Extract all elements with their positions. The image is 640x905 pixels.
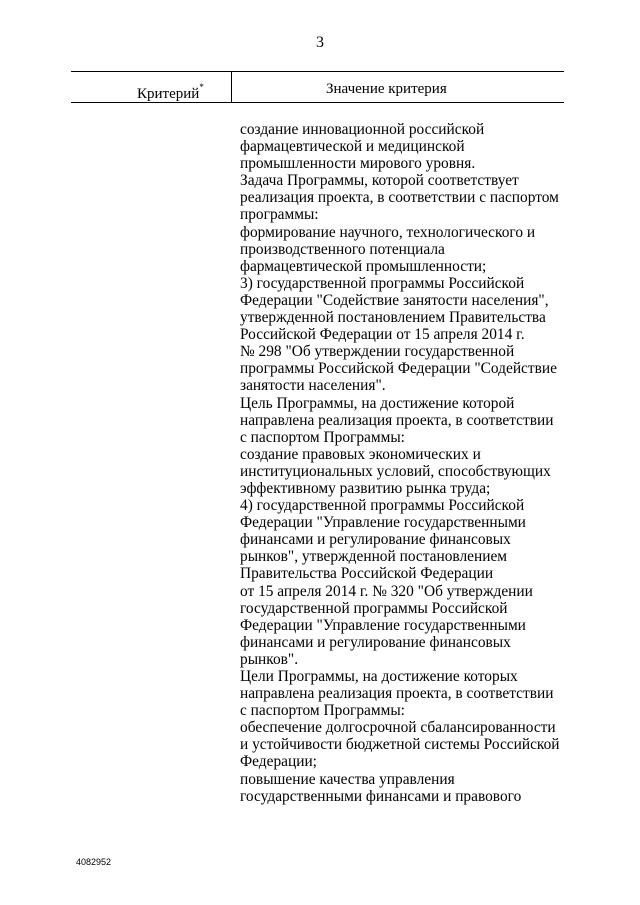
text-line: Федерации; — [240, 753, 317, 771]
text-line: реализация проекта, в соответствии с паспортом — [240, 189, 559, 207]
criterion-value-text — [240, 121, 570, 805]
text-line: и устойчивости бюджетной системы Российской — [240, 736, 560, 754]
text-line: рынков", утвержденной постановлением — [240, 548, 508, 566]
page-number: 3 — [316, 34, 324, 51]
text-line: фармацевтической и медицинской — [240, 138, 465, 156]
text-line: 3) государственной программы Российской — [240, 274, 525, 292]
text-line: институциональных условий, способствующих — [240, 462, 551, 480]
text-line: финансами и регулирование финансовых — [240, 531, 511, 549]
text-line: направлена реализация проекта, в соответствии — [240, 411, 554, 429]
column-header-value: Значение критерия — [326, 81, 447, 97]
text-line: повышение качества управления — [240, 770, 455, 788]
text-line: направлена реализация проекта, в соответствии — [240, 685, 554, 703]
text-line: производственного потенциала — [240, 240, 445, 258]
document-code: 4082952 — [76, 857, 112, 867]
text-line: Правительства Российской Федерации — [240, 565, 494, 583]
text-line: от 15 апреля 2014 г. № 320 "Об утверждении — [240, 582, 533, 600]
text-line: создание правовых экономических и — [240, 445, 481, 463]
text-line: эффективному развитию рынка труда; — [240, 479, 491, 497]
text-line: рынков". — [240, 650, 299, 668]
text-line: государственной программы Российской — [240, 599, 508, 617]
column-header-criterion — [137, 80, 204, 103]
text-line: с паспортом Программы: — [240, 702, 405, 720]
text-line: Задача Программы, которой соответствует — [240, 172, 519, 190]
table-header-column-divider — [231, 71, 232, 102]
text-line: Федерации "Управление государственными — [240, 616, 526, 634]
text-line: занятости населения". — [240, 377, 386, 395]
text-line: утвержденной постановлением Правительства — [240, 309, 546, 327]
text-line: Федерации "Управление государственными — [240, 514, 526, 532]
text-line: с паспортом Программы: — [240, 428, 405, 446]
text-line: программы: — [240, 206, 319, 224]
text-line: государственными финансами и правового — [240, 787, 522, 805]
text-line: фармацевтической промышленности; — [240, 257, 487, 275]
text-line: Цель Программы, на достижение которой — [240, 394, 515, 412]
text-line: Федерации "Содействие занятости населения", — [240, 291, 549, 309]
text-line: Цели Программы, на достижение которых — [240, 668, 518, 685]
criterion-label: Критерий — [137, 86, 200, 102]
text-line: обеспечение долгосрочной сбалансированности — [240, 719, 556, 737]
text-line: 4) государственной программы Российской — [240, 497, 525, 515]
text-line: Российской Федерации от 15 апреля 2014 г. — [240, 326, 525, 344]
text-line: финансами и регулирование финансовых — [240, 633, 511, 651]
text-line: № 298 "Об утверждении государственной — [240, 343, 515, 361]
text-line: программы Российской Федерации "Содействие — [240, 360, 557, 378]
table-header-top-rule — [71, 71, 564, 72]
text-line: создание инновационной российской — [240, 121, 485, 138]
text-line: формирование научного, технологического и — [240, 223, 536, 241]
text-line: промышленности мирового уровня. — [240, 155, 476, 173]
criterion-footnote-marker: * — [199, 82, 204, 92]
